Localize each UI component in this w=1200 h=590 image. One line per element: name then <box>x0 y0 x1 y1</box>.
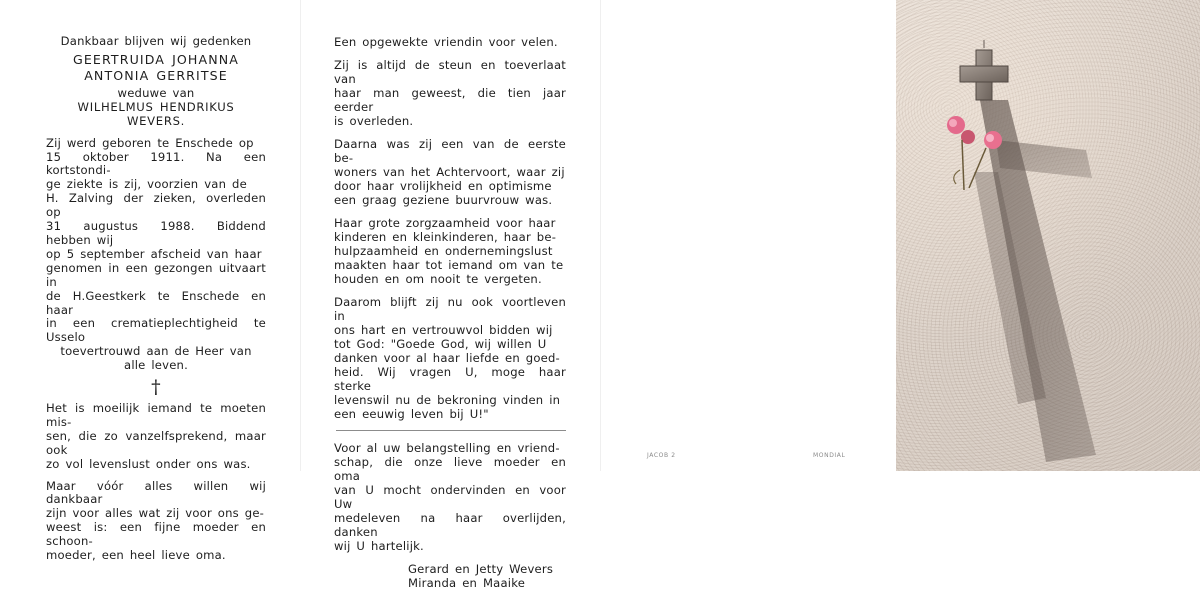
divider-line <box>336 430 566 431</box>
signature-line: Gerard en Jetty Wevers <box>408 562 554 576</box>
deceased-name-line2: ANTONIA GERRITSE <box>84 67 228 83</box>
bio-line: alle leven. <box>124 358 188 373</box>
obituary-left-column <box>46 35 266 563</box>
text-line: Een opgewekte vriendin voor velen. <box>334 35 558 49</box>
text-line: zijn voor alles wat zij voor ons ge- <box>46 506 265 521</box>
deceased-name-line1: GEERTRUIDA JOHANNA <box>73 51 239 67</box>
spouse-name: WILHELMUS HENDRIKUS WEVERS. <box>77 99 235 128</box>
paragraph-prayer <box>334 295 566 421</box>
text-line: Haar grote zorgzaamheid voor haar <box>334 216 556 230</box>
text-line: wij U hartelijk. <box>334 539 424 553</box>
paragraph-support <box>334 58 566 128</box>
text-line: medeleven na haar overlijden, danken <box>334 511 566 539</box>
cross-symbol: † <box>151 376 161 399</box>
bio-line: de H.Geestkerk te Enschede en haar <box>46 288 266 317</box>
text-line: Maar vóór alles willen wij dankbaar <box>46 478 266 507</box>
photo-panel <box>896 0 1200 471</box>
text-line: Zij is altijd de steun en toeverlaat van <box>334 58 566 86</box>
paragraph-neighbour <box>334 137 566 207</box>
print-code: JACOB 2 <box>647 452 676 459</box>
text-line: houden en om nooit te vergeten. <box>334 272 542 286</box>
cross-icon <box>960 40 1008 100</box>
text-line: van U mocht ondervinden en voor Uw <box>334 483 566 511</box>
paragraph-care <box>334 216 566 286</box>
text-line: weest is: een fijne moeder en schoon- <box>46 520 266 549</box>
text-line: een eeuwig leven bij U!" <box>334 407 489 421</box>
text-line: heid. Wij vragen U, moge haar sterke <box>334 365 566 393</box>
text-line: Daarom blijft zij nu ook voortleven in <box>334 295 566 323</box>
text-line: woners van het Achtervoort, waar zij <box>334 165 565 179</box>
bio-line: op 5 september afscheid van haar <box>46 246 262 261</box>
cross-shadow <box>974 100 1096 462</box>
panel-blank-third <box>600 0 897 471</box>
bio-line: ge ziekte is zij, voorzien van de <box>46 177 247 192</box>
bio-line: H. Zalving der zieken, overleden op <box>46 191 266 220</box>
text-line: ons hart en vertrouwvol bidden wij <box>334 323 553 337</box>
text-line: sen, die zo vanzelfsprekend, maar ook <box>46 428 266 457</box>
text-line: levenswil nu de bekroning vinden in <box>334 393 561 407</box>
paragraph-friend <box>334 35 566 49</box>
text-line: tot God: "Goede God, wij willen U <box>334 337 547 351</box>
bio-line: toevertrouwd aan de Heer van <box>60 344 252 359</box>
widow-of-line: weduwe van <box>117 85 195 100</box>
publisher-mark: MONDIAL <box>813 452 846 459</box>
paragraph-missing <box>46 402 266 472</box>
bio-line: in een crematieplechtigheid te Usselo <box>46 316 266 345</box>
paragraph-thanks <box>334 441 566 553</box>
signature-line: Miranda en Maaike <box>408 576 526 590</box>
text-line: haar man geweest, die tien jaar eerder <box>334 86 566 114</box>
bio-line: 15 oktober 1911. Na een kortstondi- <box>46 149 266 178</box>
paragraph-grateful <box>46 480 266 563</box>
text-line: Daarna was zij een van de eerste be- <box>334 137 566 165</box>
text-line: hulpzaamheid en ondernemingslust <box>334 244 553 258</box>
text-line: maakten haar tot iemand om van te <box>334 258 564 272</box>
text-line: kinderen en kleinkinderen, haar be- <box>334 230 557 244</box>
biography <box>46 137 266 373</box>
text-line: moeder, een heel lieve oma. <box>46 548 226 563</box>
text-line: Voor al uw belangstelling en vriend- <box>334 441 560 455</box>
text-line: danken voor al haar liefde en goed- <box>334 351 560 365</box>
bio-line: 31 augustus 1988. Biddend hebben wij <box>46 219 266 247</box>
bio-line: Zij werd geboren te Enschede op <box>46 135 254 150</box>
text-line: Het is moeilijk iemand te moeten mis- <box>46 401 266 429</box>
text-line: door haar vrolijkheid en optimisme <box>334 179 552 193</box>
obituary-right-column <box>334 35 566 590</box>
text-line: is overleden. <box>334 114 414 128</box>
intro-line: Dankbaar blijven wij gedenken <box>60 34 252 48</box>
text-line: zo vol levenslust onder ons was. <box>46 456 251 471</box>
cross-photo <box>896 0 1200 471</box>
text-line: een graag geziene buurvrouw was. <box>334 193 553 207</box>
bio-line: genomen in een gezongen uitvaart in <box>46 260 266 289</box>
signature-block <box>334 562 566 590</box>
text-line: schap, die onze lieve moeder en oma <box>334 455 566 483</box>
